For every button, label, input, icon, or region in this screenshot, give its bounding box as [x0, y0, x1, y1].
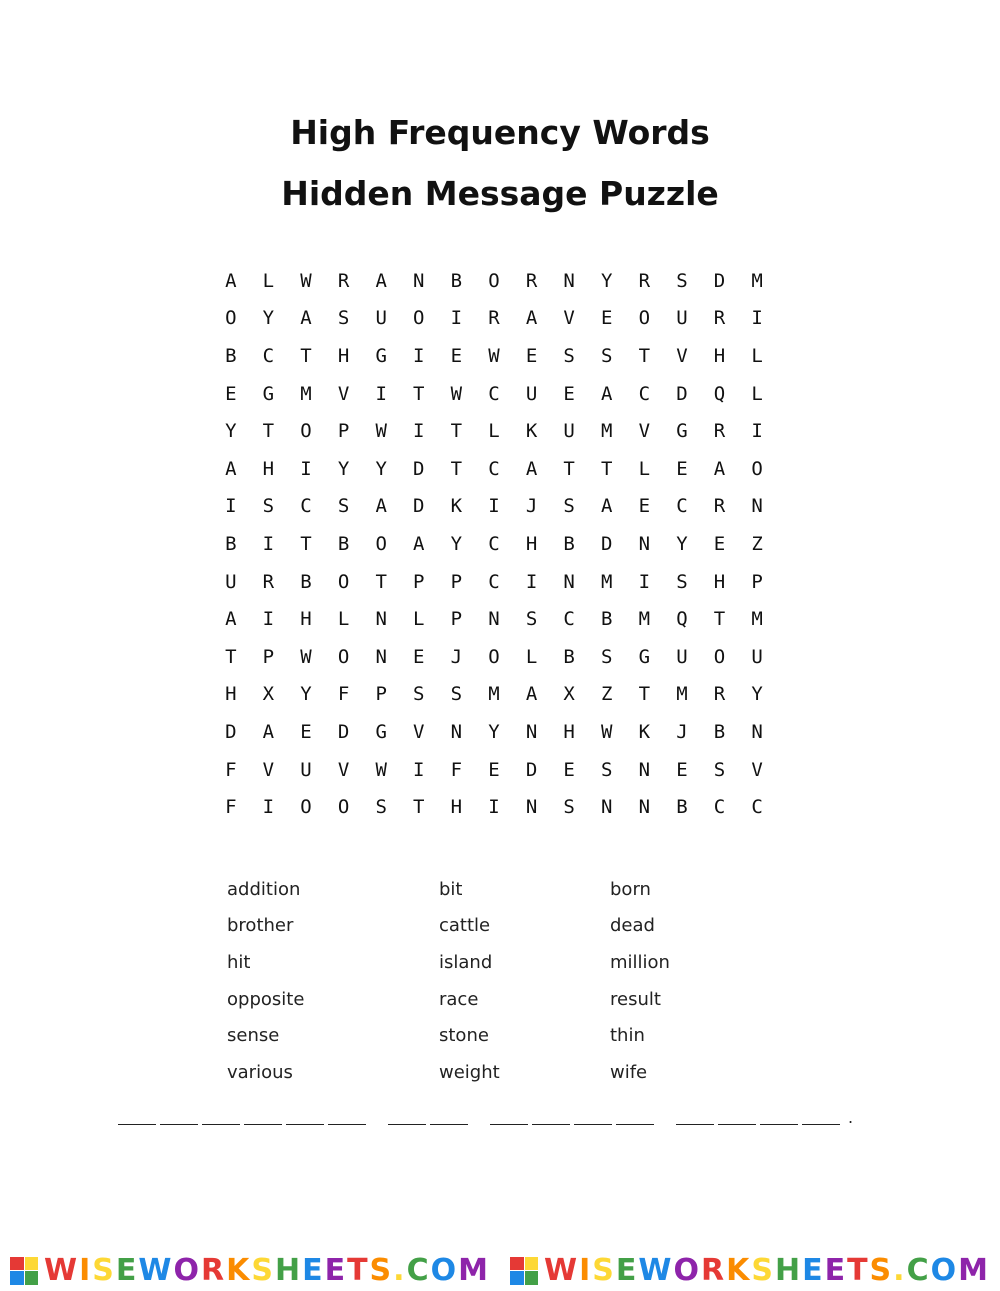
grid-letter: P: [375, 683, 387, 706]
grid-letter: C: [563, 608, 575, 631]
grid-letter: W: [300, 645, 312, 668]
grid-letter: S: [525, 608, 538, 631]
grid-letter: G: [676, 420, 688, 443]
grid-letter: Z: [751, 532, 763, 555]
grid-letter: A: [225, 269, 237, 292]
grid-letter: V: [413, 720, 425, 743]
page-title: High Frequency Words: [290, 113, 710, 152]
grid-letter: H: [337, 344, 350, 367]
grid-letter: F: [450, 758, 463, 781]
word-list-item: addition: [227, 878, 301, 900]
grid-letter: C: [488, 457, 500, 480]
grid-row: [212, 563, 782, 601]
grid-letter: J: [525, 495, 538, 518]
grid-letter: A: [525, 457, 538, 480]
grid-letter: V: [676, 344, 688, 367]
word-list-item: brother: [227, 915, 294, 937]
answer-period: .: [848, 1108, 854, 1127]
grid-letter: X: [563, 683, 575, 706]
grid-letter: P: [262, 645, 275, 668]
word-list-item: opposite: [227, 988, 305, 1010]
word-list-item: cattle: [439, 915, 491, 937]
grid-letter: Y: [262, 307, 275, 330]
grid-row: [212, 600, 782, 638]
grid-letter: A: [375, 495, 387, 518]
grid-letter: N: [563, 269, 575, 292]
grid-letter: O: [375, 532, 387, 555]
footer-banner: [0, 1250, 1000, 1291]
grid-row: [212, 262, 782, 300]
grid-letter: S: [450, 683, 463, 706]
grid-letter: N: [638, 758, 651, 781]
grid-letter: O: [488, 269, 500, 292]
grid-letter: O: [337, 645, 350, 668]
answer-blank[interactable]: [574, 1110, 612, 1125]
grid-letter: W: [375, 758, 387, 781]
grid-letter: O: [638, 307, 651, 330]
grid-letter: M: [751, 608, 763, 631]
grid-letter: M: [300, 382, 312, 405]
grid-letter: U: [563, 420, 575, 443]
word-list-item: sense: [227, 1025, 280, 1047]
word-list-item: dead: [610, 915, 655, 937]
grid-letter: S: [601, 344, 613, 367]
grid-letter: C: [676, 495, 688, 518]
grid-letter: A: [601, 495, 613, 518]
grid-letter: S: [563, 344, 575, 367]
grid-letter: A: [413, 532, 425, 555]
grid-letter: D: [413, 457, 425, 480]
grid-letter: B: [601, 608, 613, 631]
grid-letter: C: [488, 382, 500, 405]
brand-icon: [10, 1257, 38, 1285]
grid-letter: Q: [676, 608, 688, 631]
grid-letter: C: [713, 796, 726, 819]
grid-letter: R: [262, 570, 275, 593]
answer-blank[interactable]: [532, 1110, 570, 1125]
grid-letter: T: [413, 382, 425, 405]
brand-logo: [10, 1253, 490, 1288]
grid-letter: D: [601, 532, 613, 555]
grid-letter: O: [337, 570, 350, 593]
word-list-item: million: [610, 951, 670, 973]
grid-letter: E: [676, 457, 688, 480]
grid-letter: L: [413, 608, 425, 631]
answer-blank[interactable]: [202, 1110, 240, 1125]
answer-blank[interactable]: [160, 1110, 198, 1125]
grid-letter: E: [563, 758, 575, 781]
grid-letter: I: [375, 382, 387, 405]
grid-letter: V: [262, 758, 275, 781]
grid-letter: S: [413, 683, 425, 706]
grid-row: [212, 751, 782, 789]
grid-letter: L: [262, 269, 275, 292]
grid-letter: H: [225, 683, 237, 706]
answer-blank[interactable]: [490, 1110, 528, 1125]
grid-letter: D: [225, 720, 237, 743]
grid-letter: I: [262, 532, 275, 555]
grid-letter: D: [676, 382, 688, 405]
grid-row: [212, 488, 782, 526]
grid-row: [212, 676, 782, 714]
grid-row: [212, 788, 782, 826]
grid-letter: K: [525, 420, 538, 443]
grid-letter: J: [676, 720, 688, 743]
grid-letter: K: [450, 495, 463, 518]
grid-letter: E: [300, 720, 312, 743]
grid-letter: Y: [337, 457, 350, 480]
page-subtitle: Hidden Message Puzzle: [281, 174, 719, 213]
grid-letter: U: [525, 382, 538, 405]
grid-letter: V: [337, 382, 350, 405]
grid-letter: M: [601, 420, 613, 443]
grid-letter: O: [413, 307, 425, 330]
grid-letter: N: [488, 608, 500, 631]
grid-letter: T: [375, 570, 387, 593]
grid-letter: F: [225, 758, 237, 781]
grid-letter: S: [676, 269, 688, 292]
grid-letter: S: [375, 796, 387, 819]
grid-letter: T: [563, 457, 575, 480]
grid-letter: T: [601, 457, 613, 480]
grid-letter: V: [563, 307, 575, 330]
word-list-item: race: [439, 988, 479, 1010]
grid-letter: E: [450, 344, 463, 367]
grid-letter: B: [300, 570, 312, 593]
grid-letter: N: [525, 796, 538, 819]
grid-letter: P: [751, 570, 763, 593]
brand-text: WISEWORKSHEETS.COM: [544, 1253, 990, 1288]
grid-letter: A: [601, 382, 613, 405]
grid-letter: M: [676, 683, 688, 706]
grid-letter: G: [375, 720, 387, 743]
grid-letter: R: [713, 683, 726, 706]
grid-letter: V: [337, 758, 350, 781]
grid-row: [212, 713, 782, 751]
grid-letter: T: [300, 344, 312, 367]
grid-letter: P: [413, 570, 425, 593]
grid-letter: U: [375, 307, 387, 330]
grid-letter: O: [713, 645, 726, 668]
grid-letter: O: [488, 645, 500, 668]
grid-letter: Y: [601, 269, 613, 292]
answer-word-blanks: [490, 1110, 658, 1125]
grid-letter: D: [413, 495, 425, 518]
grid-letter: C: [751, 796, 763, 819]
brand-text: WISEWORKSHEETS.COM: [44, 1253, 490, 1288]
grid-letter: A: [713, 457, 726, 480]
grid-letter: B: [563, 532, 575, 555]
grid-letter: O: [337, 796, 350, 819]
grid-letter: M: [638, 608, 651, 631]
grid-letter: T: [450, 457, 463, 480]
grid-letter: W: [488, 344, 500, 367]
answer-blank[interactable]: [286, 1110, 324, 1125]
grid-letter: W: [375, 420, 387, 443]
grid-letter: E: [601, 307, 613, 330]
grid-letter: E: [488, 758, 500, 781]
grid-letter: Z: [601, 683, 613, 706]
brand-logo: [510, 1253, 990, 1288]
grid-letter: N: [601, 796, 613, 819]
grid-letter: B: [563, 645, 575, 668]
grid-letter: T: [450, 420, 463, 443]
grid-letter: R: [713, 495, 726, 518]
grid-letter: S: [563, 796, 575, 819]
answer-blank[interactable]: [244, 1110, 282, 1125]
grid-letter: L: [337, 608, 350, 631]
grid-letter: F: [225, 796, 237, 819]
grid-letter: W: [601, 720, 613, 743]
brand-icon: [510, 1257, 538, 1285]
grid-letter: E: [413, 645, 425, 668]
grid-letter: T: [413, 796, 425, 819]
grid-letter: I: [751, 307, 763, 330]
grid-letter: N: [638, 532, 651, 555]
grid-letter: R: [713, 420, 726, 443]
grid-letter: C: [300, 495, 312, 518]
grid-letter: H: [262, 457, 275, 480]
answer-blank[interactable]: [760, 1110, 798, 1125]
grid-letter: X: [262, 683, 275, 706]
word-list-item: thin: [610, 1025, 645, 1047]
grid-letter: E: [225, 382, 237, 405]
grid-letter: C: [488, 532, 500, 555]
grid-letter: Y: [375, 457, 387, 480]
grid-letter: H: [713, 344, 726, 367]
grid-letter: S: [262, 495, 275, 518]
word-search-grid: [212, 262, 782, 826]
grid-letter: A: [225, 457, 237, 480]
answer-blank[interactable]: [616, 1110, 654, 1125]
grid-letter: I: [525, 570, 538, 593]
grid-letter: T: [300, 532, 312, 555]
grid-row: [212, 337, 782, 375]
grid-letter: P: [450, 608, 463, 631]
grid-letter: N: [375, 645, 387, 668]
grid-letter: H: [563, 720, 575, 743]
grid-letter: W: [300, 269, 312, 292]
grid-letter: Y: [751, 683, 763, 706]
grid-letter: I: [262, 608, 275, 631]
grid-letter: S: [601, 645, 613, 668]
grid-letter: Y: [225, 420, 237, 443]
answer-blank[interactable]: [328, 1110, 366, 1125]
grid-letter: E: [713, 532, 726, 555]
grid-letter: N: [638, 796, 651, 819]
grid-letter: F: [337, 683, 350, 706]
grid-letter: S: [713, 758, 726, 781]
grid-letter: D: [337, 720, 350, 743]
word-list-item: wife: [610, 1061, 648, 1083]
grid-letter: U: [751, 645, 763, 668]
grid-letter: O: [300, 420, 312, 443]
grid-letter: I: [638, 570, 651, 593]
grid-letter: N: [751, 495, 763, 518]
grid-letter: L: [638, 457, 651, 480]
grid-letter: L: [488, 420, 500, 443]
grid-letter: Y: [676, 532, 688, 555]
grid-letter: S: [676, 570, 688, 593]
grid-letter: S: [601, 758, 613, 781]
word-list-item: various: [227, 1061, 293, 1083]
grid-letter: T: [225, 645, 237, 668]
grid-letter: P: [337, 420, 350, 443]
grid-letter: U: [676, 307, 688, 330]
grid-letter: A: [525, 307, 538, 330]
grid-letter: A: [375, 269, 387, 292]
grid-letter: C: [262, 344, 275, 367]
grid-letter: K: [638, 720, 651, 743]
grid-letter: I: [413, 420, 425, 443]
grid-letter: S: [337, 307, 350, 330]
grid-letter: I: [488, 796, 500, 819]
grid-letter: C: [638, 382, 651, 405]
grid-letter: Q: [713, 382, 726, 405]
grid-letter: I: [413, 758, 425, 781]
grid-letter: J: [450, 645, 463, 668]
grid-letter: B: [225, 532, 237, 555]
word-list-item: weight: [439, 1061, 500, 1083]
grid-letter: H: [300, 608, 312, 631]
word-list: [227, 871, 787, 1091]
grid-letter: P: [450, 570, 463, 593]
grid-letter: M: [751, 269, 763, 292]
word-list-item: stone: [439, 1025, 489, 1047]
grid-letter: H: [525, 532, 538, 555]
grid-letter: L: [751, 382, 763, 405]
grid-letter: T: [638, 683, 651, 706]
grid-letter: R: [488, 307, 500, 330]
grid-letter: B: [337, 532, 350, 555]
grid-letter: L: [751, 344, 763, 367]
word-list-item: island: [439, 951, 493, 973]
grid-letter: O: [225, 307, 237, 330]
grid-letter: H: [450, 796, 463, 819]
grid-letter: A: [225, 608, 237, 631]
grid-letter: N: [450, 720, 463, 743]
grid-letter: M: [601, 570, 613, 593]
grid-row: [212, 375, 782, 413]
answer-blank[interactable]: [118, 1110, 156, 1125]
grid-letter: L: [525, 645, 538, 668]
word-list-item: result: [610, 988, 661, 1010]
answer-blank[interactable]: [718, 1110, 756, 1125]
grid-letter: N: [525, 720, 538, 743]
grid-letter: I: [262, 796, 275, 819]
grid-letter: O: [751, 457, 763, 480]
answer-blank[interactable]: [802, 1110, 840, 1125]
grid-letter: U: [676, 645, 688, 668]
word-list-item: bit: [439, 878, 463, 900]
grid-row: [212, 412, 782, 450]
grid-row: [212, 525, 782, 563]
grid-letter: T: [262, 420, 275, 443]
grid-letter: G: [375, 344, 387, 367]
grid-letter: B: [450, 269, 463, 292]
grid-letter: D: [525, 758, 538, 781]
grid-letter: Y: [450, 532, 463, 555]
grid-letter: B: [676, 796, 688, 819]
grid-letter: M: [488, 683, 500, 706]
grid-letter: H: [713, 570, 726, 593]
grid-letter: Y: [300, 683, 312, 706]
grid-letter: A: [525, 683, 538, 706]
grid-row: [212, 638, 782, 676]
grid-letter: I: [413, 344, 425, 367]
grid-letter: E: [525, 344, 538, 367]
grid-letter: G: [262, 382, 275, 405]
answer-word-blanks: [388, 1110, 472, 1125]
answer-blank[interactable]: [430, 1110, 468, 1125]
grid-letter: G: [638, 645, 651, 668]
grid-letter: I: [450, 307, 463, 330]
grid-letter: O: [300, 796, 312, 819]
grid-letter: I: [751, 420, 763, 443]
grid-letter: R: [337, 269, 350, 292]
grid-row: [212, 450, 782, 488]
grid-letter: T: [638, 344, 651, 367]
answer-word-blanks: [118, 1110, 370, 1125]
grid-letter: S: [337, 495, 350, 518]
grid-letter: I: [488, 495, 500, 518]
grid-letter: B: [225, 344, 237, 367]
grid-letter: Y: [488, 720, 500, 743]
grid-letter: N: [413, 269, 425, 292]
answer-blank[interactable]: [388, 1110, 426, 1125]
grid-letter: A: [262, 720, 275, 743]
grid-letter: W: [450, 382, 463, 405]
grid-letter: V: [638, 420, 651, 443]
grid-letter: I: [300, 457, 312, 480]
grid-letter: T: [713, 608, 726, 631]
grid-letter: E: [676, 758, 688, 781]
grid-letter: S: [563, 495, 575, 518]
grid-letter: R: [638, 269, 651, 292]
word-list-item: hit: [227, 951, 251, 973]
grid-letter: D: [713, 269, 726, 292]
grid-letter: A: [300, 307, 312, 330]
answer-blank[interactable]: [676, 1110, 714, 1125]
hidden-message-blanks: [118, 1110, 853, 1125]
answer-word-blanks: [676, 1110, 844, 1125]
grid-letter: N: [563, 570, 575, 593]
grid-letter: R: [713, 307, 726, 330]
grid-letter: U: [225, 570, 237, 593]
grid-letter: C: [488, 570, 500, 593]
grid-row: [212, 300, 782, 338]
grid-letter: B: [713, 720, 726, 743]
grid-letter: E: [638, 495, 651, 518]
grid-letter: U: [300, 758, 312, 781]
grid-letter: E: [563, 382, 575, 405]
word-list-item: born: [610, 878, 651, 900]
grid-letter: N: [751, 720, 763, 743]
grid-letter: I: [225, 495, 237, 518]
grid-letter: V: [751, 758, 763, 781]
grid-letter: N: [375, 608, 387, 631]
grid-letter: R: [525, 269, 538, 292]
